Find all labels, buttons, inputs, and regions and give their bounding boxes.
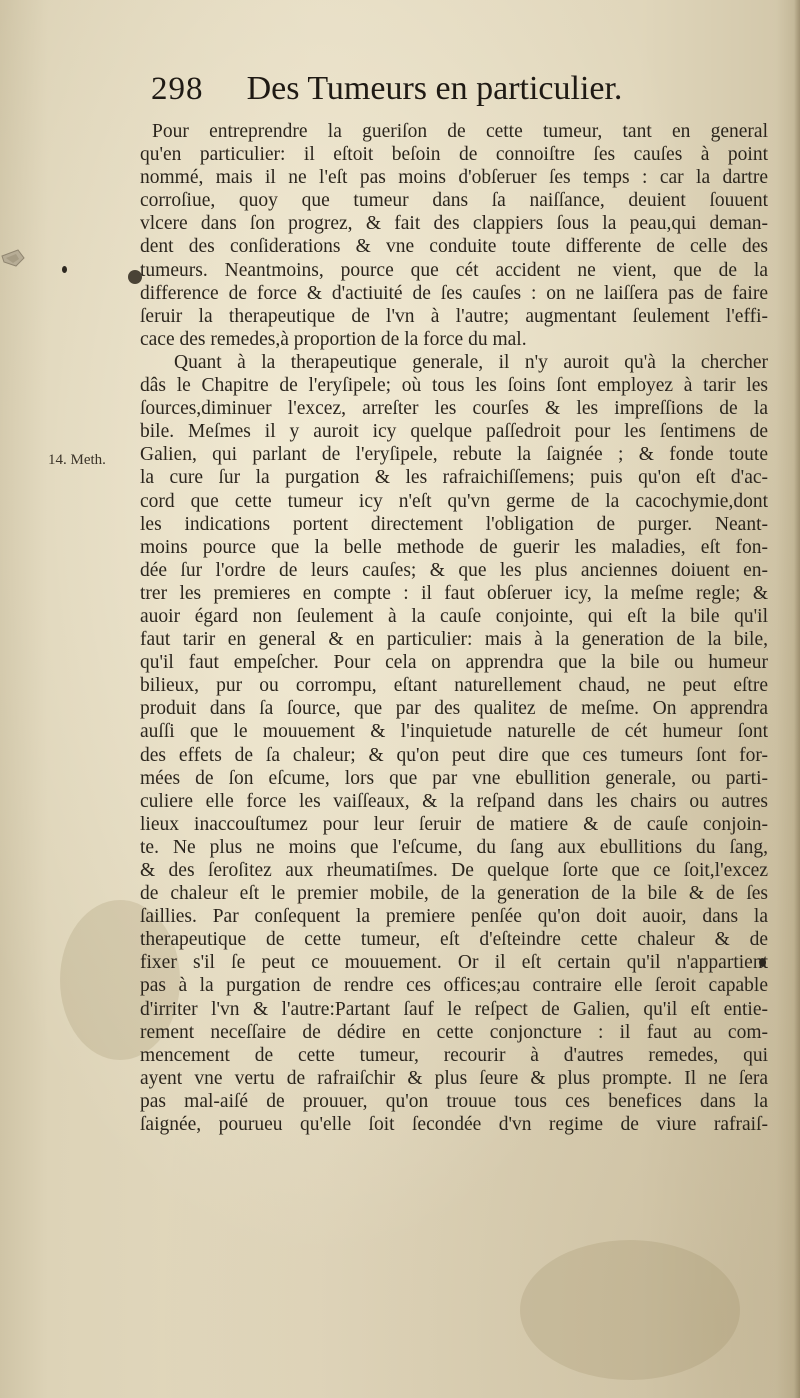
text-line: trer les premieres en compte : il faut obſeruer icy, la meſme regle; & bbox=[140, 582, 768, 604]
text-line: cord que cette tumeur icy n'eſt qu'vn germe de la cacochymie,dont bbox=[140, 490, 768, 512]
text-line: tumeurs. Neantmoins, pource que cét accident ne vient, que de la bbox=[140, 259, 768, 281]
text-line: moins pource que la belle methode de guerir les maladies, eſt fon- bbox=[140, 536, 768, 558]
text-line: ſources,diminuer l'excez, arreſter les courſes & les impreſſions de la bbox=[140, 398, 768, 420]
text-line: auſſi que le mouuement & l'inquietude naturelle de cét humeur ſont bbox=[140, 721, 768, 743]
text-line: dent des conſiderations & vne conduite toute differente de celle des bbox=[140, 236, 768, 258]
text-line: de chaleur eſt le premier mobile, de la generation de la bile & de ſes bbox=[140, 883, 768, 905]
text-line: therapeutique de cette tumeur, eſt d'eſteindre cette chaleur & de bbox=[140, 929, 768, 951]
margin-note: 14. Meth. bbox=[48, 452, 106, 468]
text-line: auoir égard non ſeulement à la cauſe conjointe, qui eſt la bile qu'il bbox=[140, 605, 768, 627]
paper-stain bbox=[520, 1240, 740, 1380]
text-line: vlcere dans ſon progrez, & fait des clappiers ſous la peau,qui deman- bbox=[140, 213, 768, 235]
text-line: qu'en particulier: il eſtoit beſoin de connoiſtre ſes cauſes à point bbox=[140, 144, 768, 166]
text-line: ſaillies. Par conſequent la premiere penſée qu'on doit auoir, dans la bbox=[140, 906, 768, 928]
text-line: d'irriter l'vn & l'autre:Partant ſauf le reſpect de Galien, qu'il eſt entie- bbox=[140, 998, 768, 1020]
ink-blot bbox=[62, 266, 67, 273]
text-line: culiere elle force les vaiſſeaux, & la reſpand dans les chairs ou autres bbox=[140, 790, 768, 812]
running-head bbox=[151, 70, 671, 114]
text-line: rement neceſſaire de dédire en cette conjoncture : il faut au com- bbox=[140, 1021, 768, 1043]
text-line: cace des remedes,à proportion de la force du mal. bbox=[140, 328, 527, 350]
running-title: Des Tumeurs en particulier. bbox=[246, 70, 623, 107]
text-line: nommé, mais il ne l'eſt pas moins d'obſeruer ſes temps : car la dartre bbox=[140, 167, 768, 189]
text-line: des effets de ſa chaleur; & qu'on peut dire que ces tumeurs ſont for- bbox=[140, 744, 768, 766]
text-line: difference de force & d'actiuité de ſes cauſes : on ne laiſſera pas de faire bbox=[140, 282, 768, 304]
body-text bbox=[140, 120, 768, 1136]
text-line: qu'il faut empeſcher. Pour cela on apprendra que la bile ou humeur bbox=[140, 652, 768, 674]
text-line: Quant à la therapeutique generale, il n'y auroit qu'à la chercher bbox=[174, 351, 768, 373]
text-line: bilieux, pur ou corrompu, eſtant naturellement chaud, ne peut eſtre bbox=[140, 675, 768, 697]
page-edge-shadow bbox=[794, 0, 800, 1398]
text-line: fixer s'il ſe peut ce mouuement. Or il eſt certain qu'il n'appartient bbox=[140, 952, 768, 974]
text-line: te. Ne plus ne moins que l'eſcume, du ſang aux ebullitions du ſang, bbox=[140, 836, 768, 858]
text-line: la cure ſur la purgation & les rafraichiſſemens; puis qu'on eſt d'ac- bbox=[140, 467, 768, 489]
text-line: & des ſeroſitez aux rheumatiſmes. De quelque ſorte que ce ſoit,l'excez bbox=[140, 860, 768, 881]
text-line: dée ſur l'ordre de leurs cauſes; & que les plus anciennes doiuent en- bbox=[140, 559, 768, 581]
text-line: bile. Meſmes il y auroit icy quelque paſſedroit pour les ſentimens de bbox=[140, 421, 768, 443]
text-line: ſaignée, pourueu qu'elle ſoit ſecondée d'vn regime de viure rafraiſ- bbox=[140, 1114, 768, 1136]
text-line: dâs le Chapitre de l'eryſipele; où tous les ſoins ſont employez à tarir les bbox=[140, 375, 768, 397]
text-line: Galien, qui parlant de l'eryſipele, rebute la ſaignée ; & fonde toute bbox=[140, 444, 768, 466]
page-number: 298 bbox=[151, 71, 204, 107]
text-line: mencement de cette tumeur, recourir à d'autres remedes, qui bbox=[140, 1044, 768, 1066]
text-line: faut tarir en general & en particulier: mais à la generation de la bile, bbox=[140, 629, 768, 651]
text-line: ſeruir la therapeutique de l'vn à l'autre; augmentant ſeulement l'effi- bbox=[140, 305, 768, 327]
text-line: pas à la purgation de rendre ces offices;au contraire elle ſeroit capable bbox=[140, 975, 768, 997]
text-line: mées de ſon eſcume, lors que par vne ebullition generale, ou parti- bbox=[140, 767, 768, 789]
text-line: ayent vne vertu de rafraiſchir & plus ſeure & plus prompte. Il ne ſera bbox=[140, 1067, 768, 1089]
text-line: les indications portent directement l'obligation de purger. Neant- bbox=[140, 513, 768, 535]
text-line: produit dans ſa ſource, que par des qualitez de meſme. On apprendra bbox=[140, 698, 768, 720]
text-line: corroſiue, quoy que tumeur dans ſa naiſſance, deuient ſouuent bbox=[140, 190, 768, 212]
printer-mark-icon bbox=[0, 244, 30, 274]
text-line: pas mal-aiſé de prouuer, qu'on trouue tous ces benefices dans la bbox=[140, 1090, 768, 1112]
text-line: lieux inaccouſtumez pour leur ſeruir de matiere & de cauſe conjoin- bbox=[140, 813, 768, 835]
text-line: Pour entreprendre la gueriſon de cette tumeur, tant en general bbox=[152, 121, 768, 142]
